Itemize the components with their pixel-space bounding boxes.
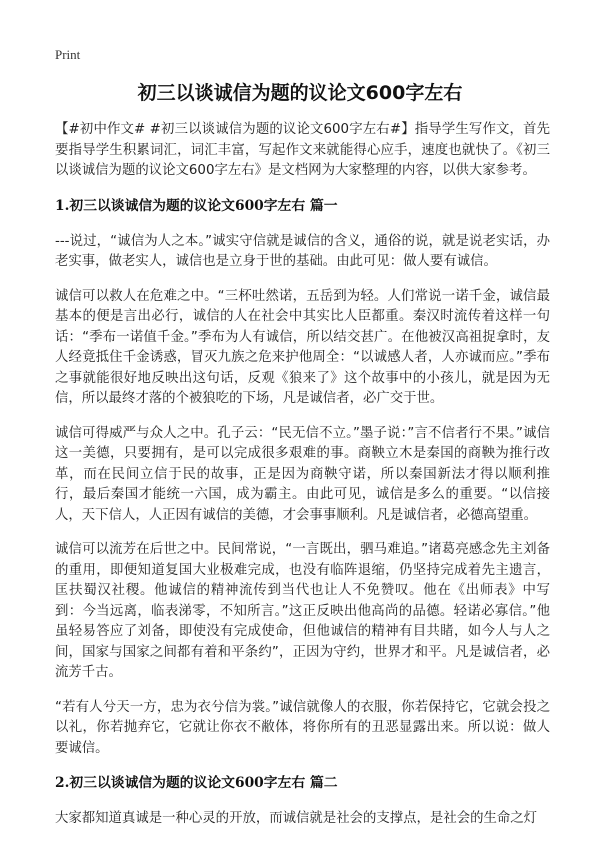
section-1-paragraph-2: 诚信可以救人在危难之中。“三杯吐然诺，五岳到为轻。人们常说一诺千金，诚信最基本的便是言出必行，诚信的人在社会中其实比人臣都重。秦汉时流传着这样一句话：“季布一诺值千金。”季布为人有诚信，所以结交甚广。在他被汉高祖捉拿时，友人经竟抵住千金诱惑，冒灭九族之危来护他周全：“以诚感人者，人亦诚而应。”季布之事就能很好地反映出这句话，反观《狼来了》这个故事中的小孩儿，就是因为无信，所以最终才落的个被狼吃的下场，凡是诚信者，必广交于世。 bbox=[55, 288, 550, 406]
document-title: 初三以谈诚信为题的议论文600字左右 bbox=[137, 82, 463, 104]
section-heading-2: 2.初三以谈诚信为题的议论文600字左右 篇二 bbox=[55, 775, 338, 791]
print-link[interactable]: Print bbox=[55, 47, 81, 62]
section-2-paragraph-1: 大家都知道真诚是一种心灵的开放，而诚信就是社会的支撑点，是社会的生命之灯 bbox=[55, 811, 538, 826]
intro-paragraph: 【#初中作文# #初三以谈诚信为题的议论文600字左右#】指导学生写作文，首先要指导学生积累词汇，词汇丰富，写起作文来就能得心应手，速度也就快了。《初三以谈诚信为题的议论文600字左右》是文档网为大家整理的内容，以供大家参考。 bbox=[55, 122, 550, 178]
section-1-paragraph-5: “若有人兮天一方，忠为衣兮信为裳。”诚信就像人的衣服，你若保持它，它就会投之以礼，你若抛弃它，它就让你衣不敝体，将你所有的丑恶显露出来。所以说：做人要诚信。 bbox=[55, 699, 550, 756]
section-1-paragraph-3: 诚信可得威严与众人之中。孔子云：“民无信不立。”墨子说：”言不信者行不果。”诚信这一美德，只要拥有，是可以完成很多艰难的事。商鞅立木是秦国的商鞅为推行改革，而在民间立信于民的故事，正是因为商鞅守诺，所以秦国新法才得以顺利推行，最后秦国才能统一六国，成为霸主。由此可见，诚信是多么的重要。“以信接人，天下信人，人正因有诚信的美德，才会事事顺利。凡是诚信者，必德高望重。 bbox=[55, 425, 550, 523]
section-1-paragraph-4: 诚信可以流芳在后世之中。民间常说，“一言既出，驷马难追。”诸葛亮感念先主刘备的重用，即便知道复国大业极难完成，也没有临阵退缩，仍坚持完成着先主遗言，匡扶蜀汉社稷。他诚信的精神流传到当代也让人不免赞叹。他在《出师表》中写到：今当远离，临表涕零，不知所言。”这正反映出他高尚的品德。轻诺必寡信。”他虽轻易答应了刘备，即使没有完成使命，但他诚信的精神有目共睹，如今人与人之间，国家与国家之间都有着和平条约”，正因为守约，世界才和平。凡是诚信者，必流芳千古。 bbox=[55, 542, 550, 680]
article-body bbox=[55, 120, 550, 844]
section-1-paragraph-1: ---说过，“诚信为人之本。”诚实守信就是诚信的含义，通俗的说，就是说老实话，办老实事，做老实人，诚信也是立身于世的基础。由此可见：做人要有诚信。 bbox=[55, 233, 550, 269]
section-heading-1: 1.初三以谈诚信为题的议论文600字左右 篇一 bbox=[55, 197, 338, 214]
